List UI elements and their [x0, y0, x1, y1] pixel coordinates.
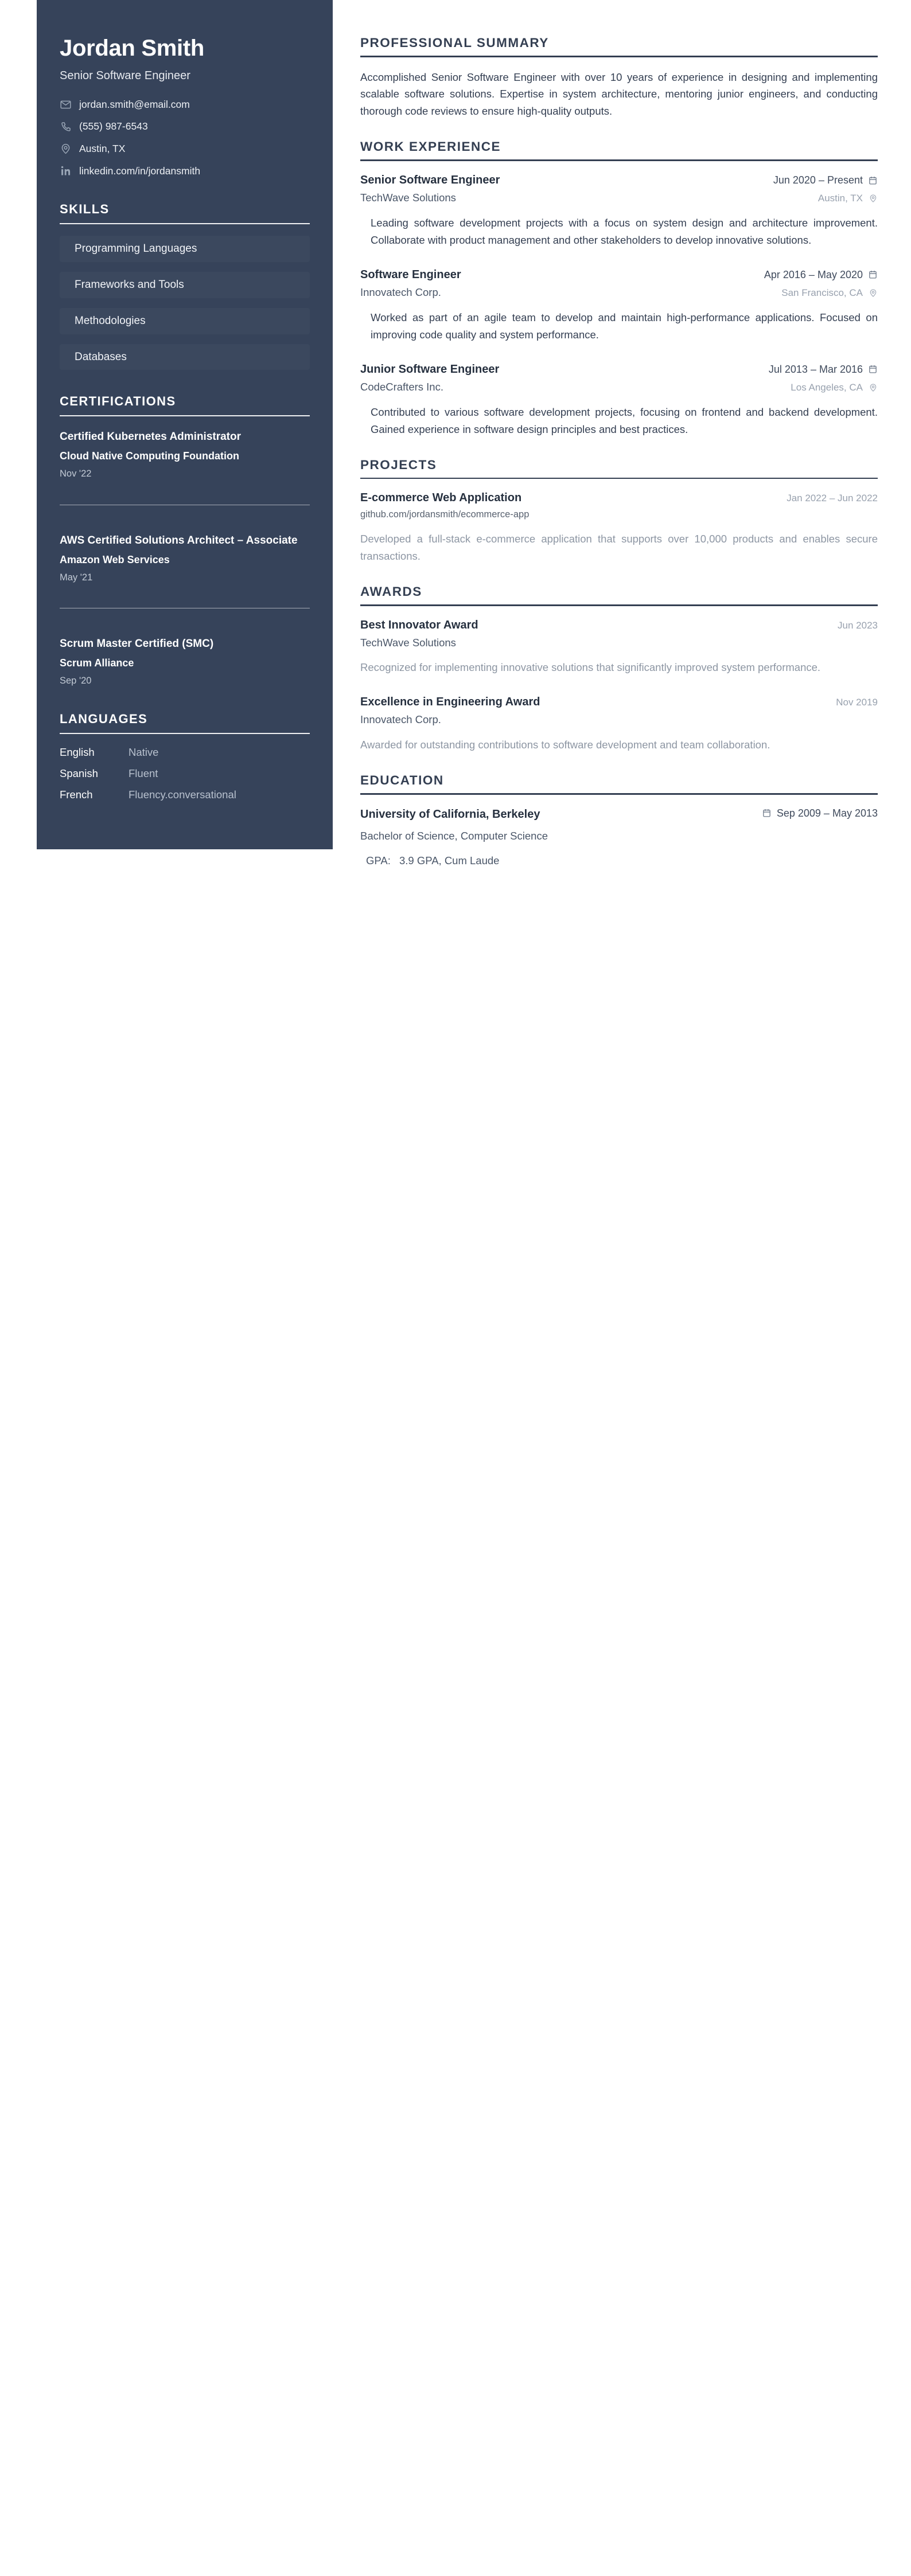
- work-dates: [769, 362, 878, 376]
- work-entry-subheader: [360, 188, 878, 205]
- certification-issuer: Scrum Alliance: [60, 657, 134, 669]
- work-location-value: San Francisco, CA: [781, 287, 863, 298]
- sidebar-section-skills: [60, 202, 310, 370]
- certifications-divider: [60, 415, 310, 416]
- certification-date: Sep '20: [60, 676, 92, 686]
- awards-divider: [360, 604, 878, 606]
- section-awards: [360, 584, 878, 754]
- work-entry-header: [360, 173, 878, 188]
- project-title: E-commerce Web Application: [360, 491, 522, 505]
- languages-heading: LANGUAGES: [60, 711, 148, 726]
- award-description: Awarded for outstanding contributions to software development and team collaboration.: [360, 739, 770, 751]
- language-level: Native: [129, 746, 159, 758]
- certification-issuer: Cloud Native Computing Foundation: [60, 450, 239, 462]
- work-entry-header: [360, 267, 878, 283]
- award-date: [836, 696, 878, 709]
- education-institution: University of California, Berkeley: [360, 808, 540, 821]
- summary-divider: [360, 56, 878, 57]
- skill-item[interactable]: Frameworks and Tools: [60, 272, 310, 298]
- summary-text: Accomplished Senior Software Engineer with over 10 years of experience in designing and implementing scalable software solutions. Expertise in system architecture, mentoring junior engineers, and conducting thorough code reviews to ensure high-quality outputs.: [360, 71, 878, 118]
- calendar-icon: [868, 175, 878, 185]
- award-date-value: Jun 2023: [838, 619, 878, 631]
- projects-heading: PROJECTS: [360, 457, 437, 472]
- work-dates-value: Apr 2016 – May 2020: [764, 268, 863, 280]
- skill-item[interactable]: Programming Languages: [60, 236, 310, 262]
- certification-issuer: Amazon Web Services: [60, 553, 170, 565]
- contact-email-value: jordan.smith@email.com: [79, 98, 190, 110]
- section-projects: [360, 458, 878, 565]
- work-location: [818, 192, 878, 205]
- award-date: [838, 619, 878, 633]
- work-company: Innovatech Corp.: [360, 286, 441, 298]
- education-entry-header: [360, 806, 878, 823]
- award-entry: [360, 694, 878, 754]
- work-entry: [360, 173, 878, 249]
- language-row: [60, 746, 310, 760]
- language-row: [60, 767, 310, 781]
- language-level: Fluency.conversational: [129, 788, 236, 801]
- work-location-value: Austin, TX: [817, 192, 863, 204]
- certification-title: Scrum Master Certified (SMC): [60, 638, 214, 650]
- certification-title: AWS Certified Solutions Architect – Associate: [60, 534, 298, 547]
- project-entry-header: [360, 490, 878, 506]
- work-dates: [773, 173, 878, 187]
- award-entry-header: [360, 694, 878, 710]
- project-link[interactable]: github.com/jordansmith/ecommerce-app: [360, 509, 530, 520]
- work-entry-subheader: [360, 283, 878, 300]
- work-company: TechWave Solutions: [360, 191, 456, 204]
- certification-date: May '21: [60, 572, 93, 583]
- location-pin-icon: [60, 143, 72, 155]
- certifications-heading: CERTIFICATIONS: [60, 394, 176, 409]
- award-issuer: Innovatech Corp.: [360, 713, 441, 726]
- work-entry: [360, 267, 878, 344]
- language-row: [60, 788, 310, 802]
- work-entry-header: [360, 362, 878, 377]
- work-job-title: Senior Software Engineer: [360, 173, 500, 186]
- phone-icon: [60, 121, 72, 133]
- award-title: Excellence in Engineering Award: [360, 696, 540, 709]
- work-job-title: Junior Software Engineer: [360, 362, 500, 376]
- education-gpa-value: 3.9 GPA, Cum Laude: [399, 854, 500, 867]
- contact-list: [60, 98, 310, 178]
- skill-item[interactable]: Databases: [60, 344, 310, 370]
- sidebar-section-certifications: [60, 394, 310, 688]
- work-description: Contributed to various software development projects, focusing on frontend and backend development. Gained experience in software design principles and best practices.: [371, 405, 878, 435]
- education-gpa-label: GPA:: [366, 854, 391, 867]
- skills-list: [60, 236, 310, 370]
- contact-email[interactable]: [60, 98, 310, 112]
- work-description: Leading software development projects with a focus on system design and architecture improvement. Collaborate with product management and other stakeholders to develop innovative solutions.: [371, 216, 878, 246]
- section-professional-summary: [360, 36, 878, 120]
- sidebar-section-languages: [60, 712, 310, 802]
- certification-item: [60, 635, 310, 688]
- candidate-headline: Senior Software Engineer: [60, 69, 190, 82]
- education-dates: [762, 806, 878, 820]
- education-dates-value: Sep 2009 – May 2013: [776, 807, 878, 819]
- work-dates: [764, 268, 878, 282]
- sidebar: [37, 0, 333, 849]
- work-location: [791, 381, 878, 395]
- linkedin-icon: [60, 165, 72, 177]
- project-dates: [787, 492, 878, 505]
- work-location: [781, 287, 878, 300]
- location-pin-icon: [868, 383, 878, 393]
- work-divider: [360, 159, 878, 161]
- education-degree: Bachelor of Science, Computer Science: [360, 830, 548, 842]
- summary-heading: PROFESSIONAL SUMMARY: [360, 36, 549, 50]
- award-title: Best Innovator Award: [360, 618, 478, 631]
- award-date-value: Nov 2019: [836, 697, 878, 708]
- contact-location: [60, 142, 310, 156]
- work-company: CodeCrafters Inc.: [360, 380, 443, 393]
- main-content: [333, 0, 911, 911]
- certification-date: Nov '22: [60, 469, 92, 479]
- education-heading: EDUCATION: [360, 773, 444, 788]
- language-name: Spanish: [60, 767, 98, 779]
- education-divider: [360, 793, 878, 795]
- location-pin-icon: [868, 288, 878, 298]
- work-location-value: Los Angeles, CA: [791, 381, 863, 393]
- work-job-title: Software Engineer: [360, 268, 461, 281]
- calendar-icon: [762, 808, 772, 818]
- languages-divider: [60, 733, 310, 734]
- award-entry-header: [360, 618, 878, 633]
- award-issuer: TechWave Solutions: [360, 636, 456, 649]
- award-description: Recognized for implementing innovative solutions that significantly improved system performance.: [360, 661, 821, 674]
- project-entry: [360, 490, 878, 565]
- work-dates-value: Jun 2020 – Present: [773, 174, 863, 186]
- certification-item: [60, 532, 310, 584]
- contact-linkedin[interactable]: [60, 165, 310, 178]
- projects-divider: [360, 478, 878, 479]
- work-heading: WORK EXPERIENCE: [360, 139, 501, 154]
- skills-divider: [60, 223, 310, 224]
- envelope-icon: [60, 99, 72, 111]
- skill-item[interactable]: Methodologies: [60, 308, 310, 334]
- certification-title: Certified Kubernetes Administrator: [60, 431, 242, 443]
- award-entry: [360, 618, 878, 677]
- calendar-icon: [868, 270, 878, 279]
- certification-item: [60, 428, 310, 481]
- awards-heading: AWARDS: [360, 584, 422, 599]
- section-education: [360, 773, 878, 868]
- work-dates-value: Jul 2013 – Mar 2016: [768, 363, 863, 375]
- section-work-experience: [360, 139, 878, 438]
- work-description: Worked as part of an agile team to develop and maintain high-performance applications. Focused on improving code quality and system performance.: [371, 311, 878, 341]
- contact-linkedin-value: linkedin.com/in/jordansmith: [79, 165, 201, 177]
- contact-phone-value: (555) 987-6543: [79, 120, 148, 132]
- location-pin-icon: [868, 194, 878, 204]
- work-entry-subheader: [360, 377, 878, 395]
- candidate-name: Jordan Smith: [60, 36, 204, 61]
- project-description: Developed a full-stack e-commerce application that supports over 10,000 products and enables secure transactions.: [360, 533, 878, 563]
- education-gpa: [360, 853, 532, 869]
- work-entry: [360, 362, 878, 438]
- language-level: Fluent: [129, 767, 158, 779]
- contact-phone[interactable]: [60, 120, 310, 134]
- skills-heading: SKILLS: [60, 202, 110, 217]
- language-name: English: [60, 746, 95, 758]
- project-dates-value: Jan 2022 – Jun 2022: [787, 493, 878, 504]
- contact-location-value: Austin, TX: [79, 143, 126, 155]
- calendar-icon: [868, 364, 878, 374]
- education-entry: [360, 806, 878, 869]
- language-name: French: [60, 788, 93, 801]
